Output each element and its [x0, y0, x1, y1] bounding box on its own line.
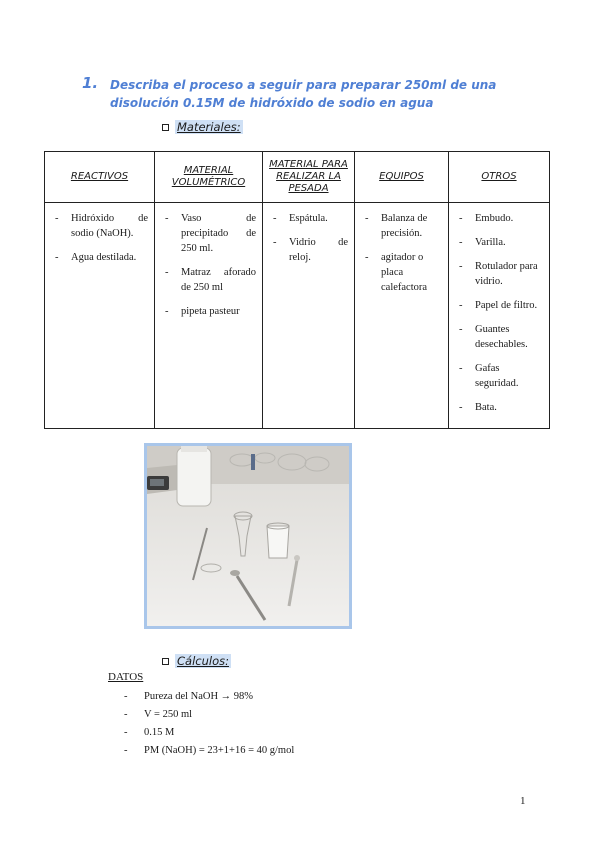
cell-material-volumetrico: [155, 203, 263, 429]
materials-table: [44, 151, 550, 429]
list-item: - Vidrio de reloj.: [269, 235, 348, 265]
list-item: - PM (NaOH) = 23+1+16 = 40 g/mol: [122, 742, 294, 760]
header-material-volumetrico: MATERIAL VOLUMÉTRICO: [155, 152, 263, 203]
list-item: - Matraz aforado de 250 ml: [161, 265, 256, 295]
list-item: - Guantes desechables.: [455, 322, 543, 352]
list-item: - Varilla.: [455, 235, 543, 250]
cell-material-pesada: [263, 203, 355, 429]
list-item: - Embudo.: [455, 211, 543, 226]
header-reactivos: REACTIVOS: [45, 152, 155, 203]
checkbox-bullet-icon: [162, 124, 169, 131]
list-item: - 0.15 M: [122, 724, 294, 742]
list-item: - Hidróxido de sodio (NaOH).: [51, 211, 148, 241]
section-calculos-label: Cálculos:: [177, 654, 229, 668]
question-text: Describa el proceso a seguir para preparar 250ml de una disolución 0.15M de hidróxido de sodio en agua: [110, 78, 497, 110]
header-equipos: EQUIPOS: [355, 152, 449, 203]
cell-equipos: [355, 203, 449, 429]
list-item: - agitador o placa calefactora: [361, 250, 442, 295]
cell-reactivos: [45, 203, 155, 429]
list-item: - Pureza del NaOH → 98%: [122, 688, 294, 706]
header-otros: OTROS: [449, 152, 550, 203]
section-materiales-label: Materiales:: [177, 120, 241, 134]
datos-list: [122, 688, 294, 760]
list-item: - Agua destilada.: [51, 250, 148, 265]
list-item: - pipeta pasteur: [161, 304, 256, 319]
list-item: - V = 250 ml: [122, 706, 294, 724]
list-item: - Vaso de precipitado de 250 ml.: [161, 211, 256, 256]
lab-bench-illustration: [147, 446, 349, 626]
list-item: - Espátula.: [269, 211, 348, 226]
cell-otros: [449, 203, 550, 429]
checkbox-bullet-icon: [162, 658, 169, 665]
header-material-pesada: MATERIAL PARA REALIZAR LA PESADA: [263, 152, 355, 203]
page-number: 1: [520, 795, 526, 807]
list-item: - Balanza de precisión.: [361, 211, 442, 241]
list-item: - Bata.: [455, 400, 543, 415]
list-item: - Gafas seguridad.: [455, 361, 543, 391]
datos-title: DATOS: [108, 671, 144, 683]
question-number: 1.: [82, 74, 99, 92]
section-calculos: [162, 654, 231, 668]
list-item: - Rotulador para vidrio.: [455, 259, 543, 289]
table-header-row: [45, 152, 550, 203]
section-materiales: [162, 120, 243, 134]
lab-materials-photo: [144, 443, 352, 629]
table-row: [45, 203, 550, 429]
list-item: - Papel de filtro.: [455, 298, 543, 313]
